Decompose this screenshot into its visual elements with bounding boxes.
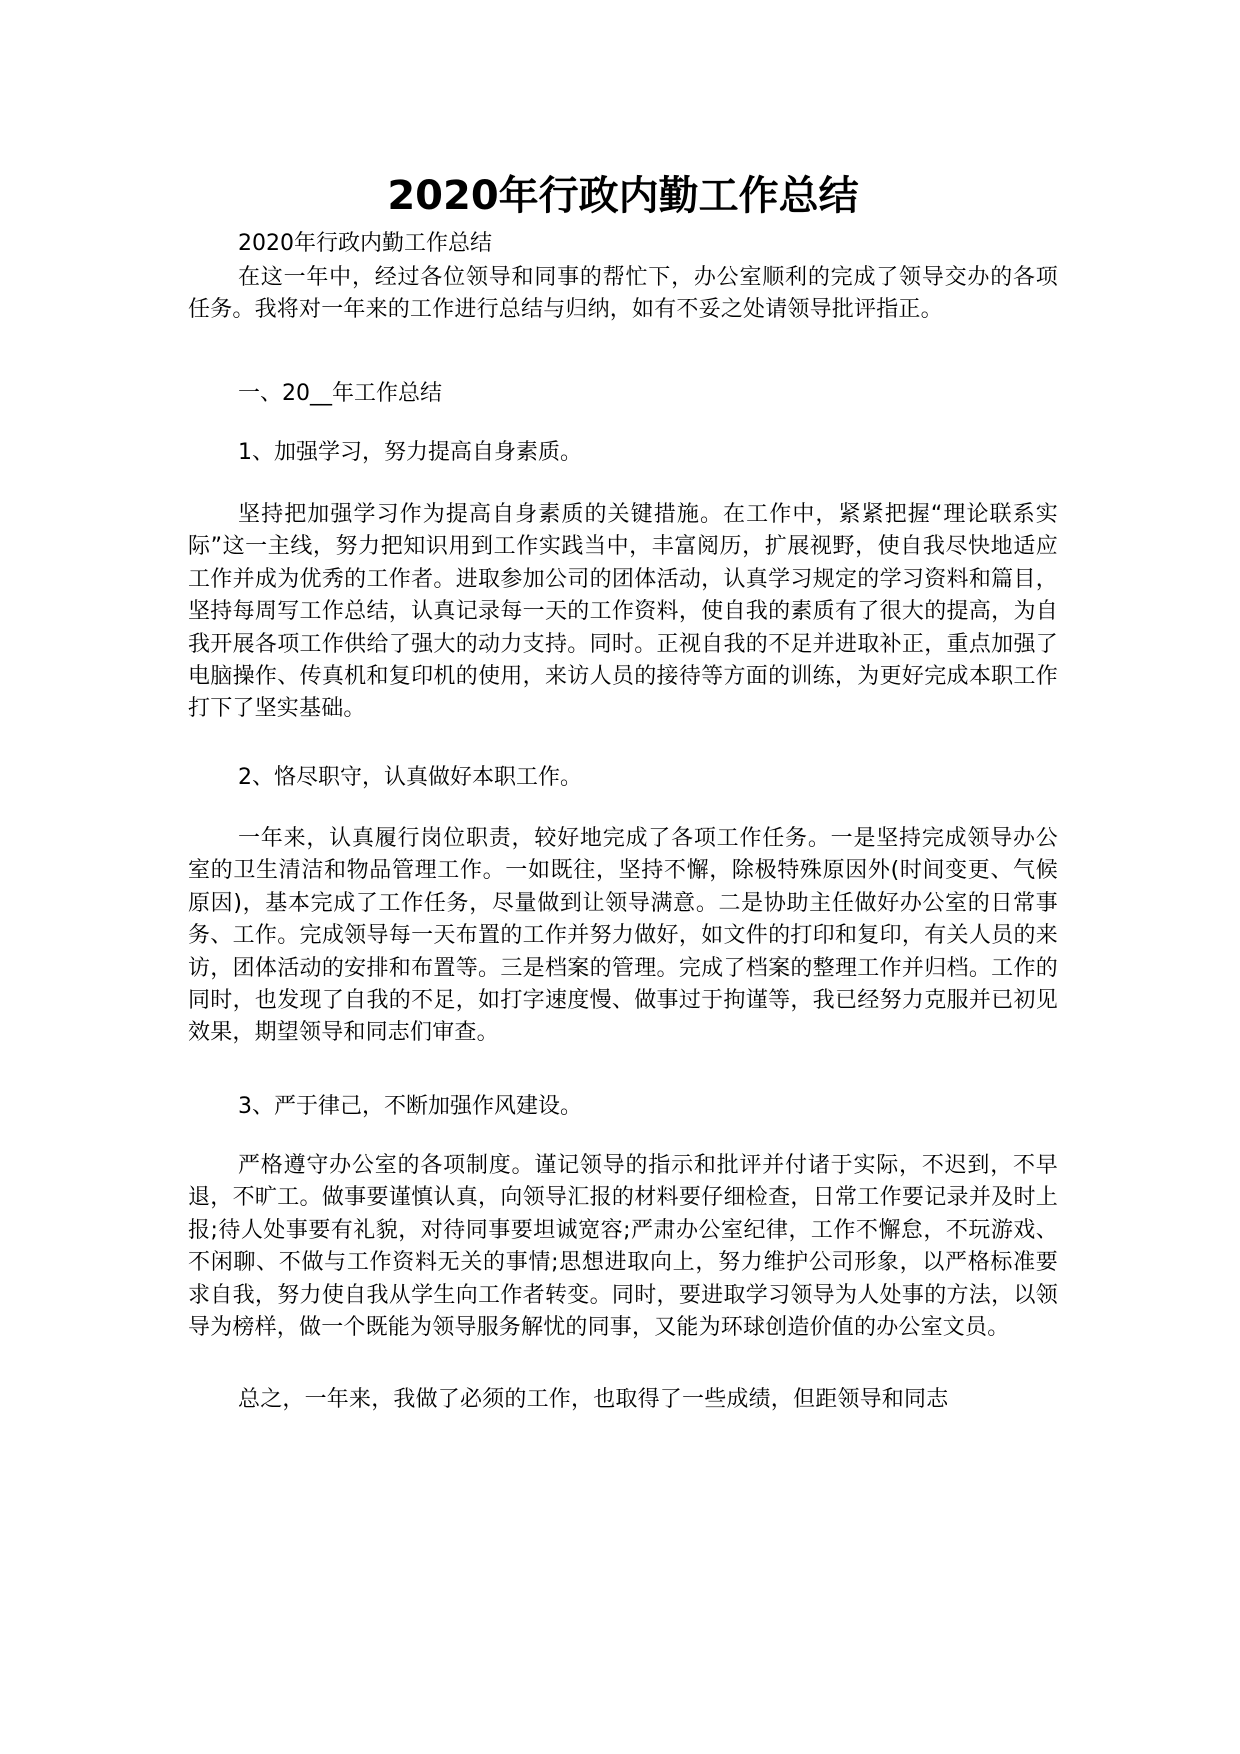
item-heading-1: 1、加强学习，努力提高自身素质。 [238, 440, 582, 465]
intro-paragraph: 在这一年中，经过各位领导和同事的帮忙下，办公室顺利的完成了领导交办的各项任务。我将对一年来的工作进行总结与归纳，如有不妥之处请领导批评指正。 [188, 265, 1058, 323]
item-body-1: 坚持把加强学习作为提高自身素质的关键措施。在工作中，紧紧把握“理论联系实际”这一主线，努力把知识用到工作实践当中，丰富阅历，扩展视野，使自我尽快地适应工作并成为优秀的工作者。进取参加公司的团体活动，认真学习规定的学习资料和篇目，坚持每周写工作总结，认真记录每一天的工作资料，使自我的素质有了很大的提高，为自我开展各项工作供给了强大的动力支持。同时。正视自我的不足并进取补正，重点加强了电脑操作、传真机和复印机的使用，来访人员的接待等方面的训练，为更好完成本职工作打下了坚实基础。 [188, 502, 1058, 722]
document-title: 2020年行政内勤工作总结 [387, 173, 859, 219]
item-body-2: 一年来，认真履行岗位职责，较好地完成了各项工作任务。一是坚持完成领导办公室的卫生清洁和物品管理工作。一如既往，坚持不懈，除极特殊原因外(时间变更、气候原因)，基本完成了工作任务，尽量做到让领导满意。二是协助主任做好办公室的日常事务、工作。完成领导每一天布置的工作并努力做好，如文件的打印和复印，有关人员的来访，团体活动的安排和布置等。三是档案的管理。完成了档案的整理工作并归档。工作的同时，也发现了自我的不足，如打字速度慢、做事过于拘谨等，我已经努力克服并已初见效果，期望领导和同志们审查。 [188, 826, 1058, 1046]
document-subtitle: 2020年行政内勤工作总结 [238, 231, 492, 256]
item-body-3: 严格遵守办公室的各项制度。谨记领导的指示和批评并付诸于实际，不迟到，不早退，不旷工。做事要谨慎认真，向领导汇报的材料要仔细检查，日常工作要记录并及时上报;待人处事要有礼貌，对待同事要坦诚宽容;严肃办公室纪律，工作不懈怠，不玩游戏、不闲聊、不做与工作资料无关的事情;思想进取向上，努力维护公司形象，以严格标准要求自我，努力使自我从学生向工作者转变。同时，要进取学习领导为人处事的方法，以领导为榜样，做一个既能为领导服务解忧的同事，又能为环球创造价值的办公室文员。 [188, 1153, 1058, 1341]
item-heading-2: 2、恪尽职守，认真做好本职工作。 [238, 765, 582, 790]
section-heading-1: 一、20__年工作总结 [238, 381, 442, 406]
item-heading-3: 3、严于律己，不断加强作风建设。 [238, 1094, 582, 1119]
closing-paragraph: 总之，一年来，我做了必须的工作，也取得了一些成绩，但距领导和同志 [238, 1387, 949, 1412]
